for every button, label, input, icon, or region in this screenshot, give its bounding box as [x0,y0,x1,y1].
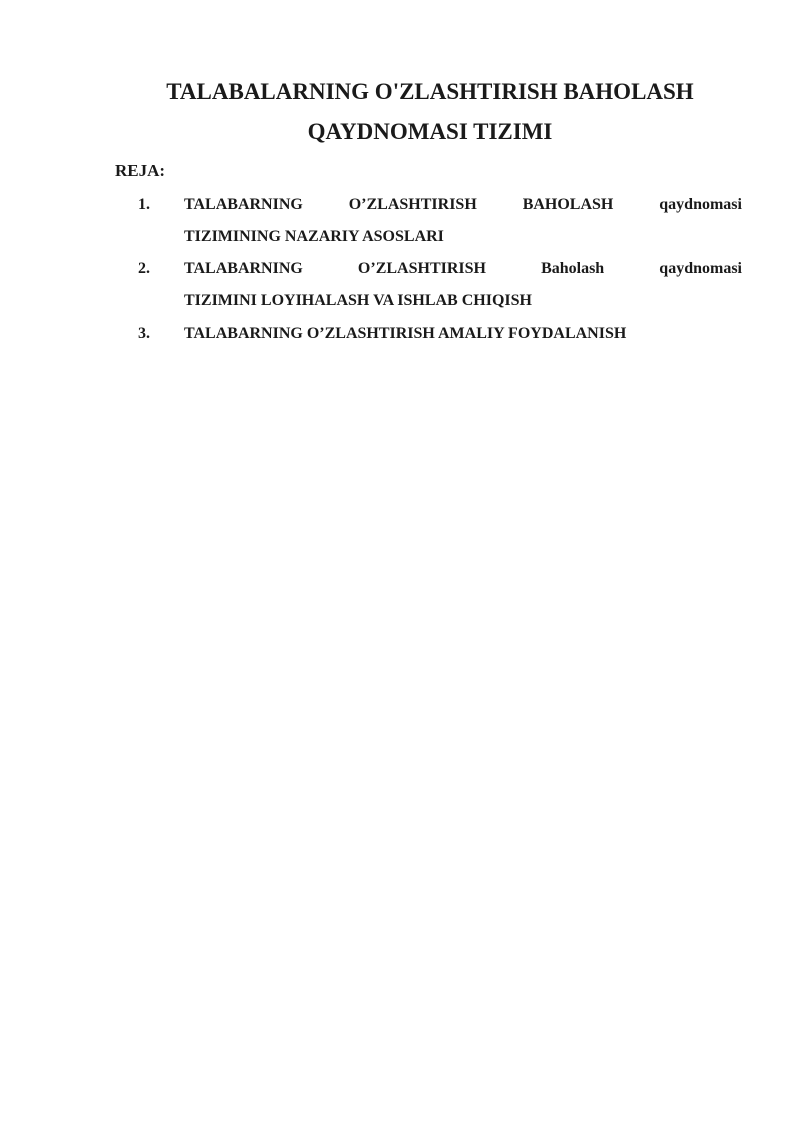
plan-item-word: BAHOLASH [522,196,614,213]
plan-item-line-1: TALABARNING O’ZLASHTIRISH AMALIY FOYDALANISH [184,325,627,342]
document-title-line-2: QAYDNOMASI TIZIMI [307,119,553,144]
plan-item-line-1 [184,193,742,217]
plan-item-word: TALABARNING [184,196,303,213]
plan-item-word: qaydnomasi [659,196,742,213]
plan-label: REJA: [115,161,166,180]
plan-item-word: O’ZLASHTIRISH [348,196,477,213]
plan-item-word: TALABARNING [184,260,303,277]
plan-item-word: O’ZLASHTIRISH [357,260,486,277]
plan-item-word: qaydnomasi [659,260,742,277]
document-title-line-1: TALABALARNING O'ZLASHTIRISH BAHOLASH [166,79,694,104]
plan-item-number: 3. [138,325,150,342]
plan-item-line-2: TIZIMINING NAZARIY ASOSLARI [184,228,444,245]
plan-item-number: 2. [138,260,150,277]
plan-item-line-1 [184,257,742,281]
plan-item-number: 1. [138,196,150,213]
plan-item-word: Baholash [541,260,605,277]
plan-item-line-2: TIZIMINI LOYIHALASH VA ISHLAB CHIQISH [184,292,532,309]
